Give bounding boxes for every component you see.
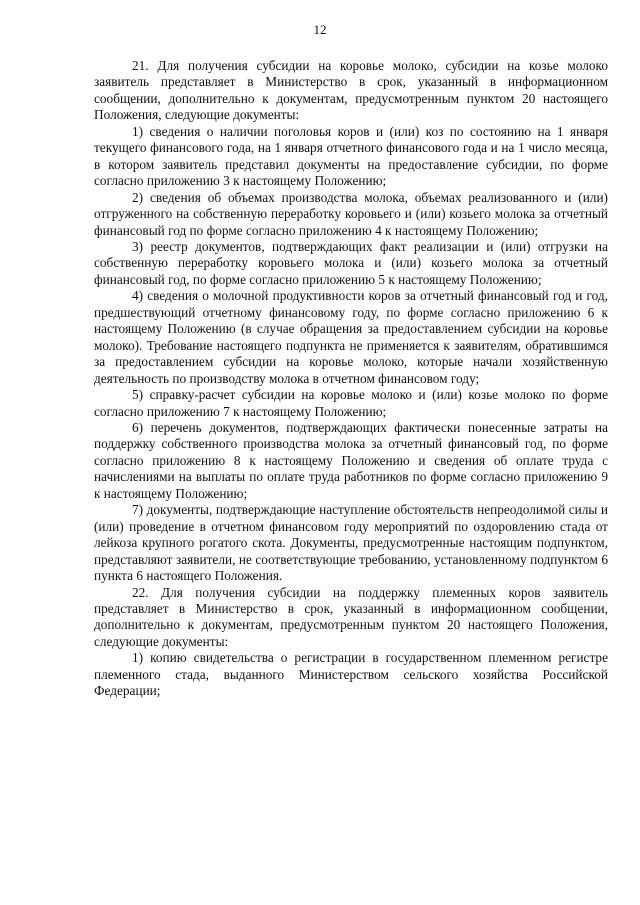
- document-body: [94, 58, 608, 700]
- paragraph-22: 22. Для получения субсидии на поддержку племенных коров заявитель представляет в Министерство в срок, указанный в информационном сообщении, дополнительно к документам, предусмотренным пунктом 20 настоящего Положения, следующие документы:: [94, 584, 608, 649]
- paragraph-21-item-6: 6) перечень документов, подтверждающих фактически понесенные затраты на поддержку собственного производства молока за отчетный финансовый год, по форме согласно приложению 8 к настоящему Положению и сведения об оплате труда с начислениями на выплаты по оплате труда работников по форме согласно приложению 9 к настоящему Положению;: [94, 419, 608, 501]
- paragraph-22-item-1: 1) копию свидетельства о регистрации в государственном племенном регистре племенного стада, выданного Министерством сельского хозяйства Российской Федерации;: [94, 650, 608, 699]
- paragraph-21-item-4: 4) сведения о молочной продуктивности коров за отчетный финансовый год и год, предшествующий отчетному финансовому году, по форме согласно приложению 6 к настоящему Положению (в случае обращения за предоставлением субсидии на коровье молоко). Требование настоящего подпункта не применяется к заявителям, обратившимся за предоставлением субсидии на коровье молоко, которые начали хозяйственную деятельность по производству молока в отчетном финансовом году;: [94, 288, 608, 386]
- paragraph-21-item-7: 7) документы, подтверждающие наступление обстоятельств непреодолимой силы и (или) проведение в отчетном финансовом году мероприятий по оздоровлению стада от лейкоза крупного рогатого скота. Документы, предусмотренные настоящим подпунктом, представляют заявители, не соответствующие требованию, установленному подпунктом 6 пункта 6 настоящего Положения.: [94, 502, 608, 584]
- paragraph-21-item-5: 5) справку-расчет субсидии на коровье молоко и (или) козье молоко по форме согласно приложению 7 к настоящему Положению;: [94, 387, 608, 419]
- paragraph-21-item-2: 2) сведения об объемах производства молока, объемах реализованного и (или) отгруженного на собственную переработку коровьего и (или) козьего молока за отчетный финансовый год по форме согласно приложению 4 к настоящему Положению;: [94, 189, 608, 238]
- paragraph-21-item-1: 1) сведения о наличии поголовья коров и (или) коз по состоянию на 1 января текущего финансового года, на 1 января отчетного финансового года и на 1 число месяца, в котором заявитель представил документы на предоставление субсидии, по форме согласно приложению 3 к настоящему Положению;: [94, 123, 608, 189]
- paragraph-21-item-3: 3) реестр документов, подтверждающих факт реализации и (или) отгрузки на собственную переработку коровьего молока и (или) козьего молока за отчетный финансовый год, по форме согласно приложению 5 к настоящему Положению;: [94, 238, 608, 287]
- page-number: 12: [313, 22, 327, 37]
- paragraph-21: 21. Для получения субсидии на коровье молоко, субсидии на козье молоко заявитель представляет в Министерство в срок, указанный в информационном сообщении, дополнительно к документам, предусмотренным пунктом 20 настоящего Положения, следующие документы:: [94, 58, 608, 123]
